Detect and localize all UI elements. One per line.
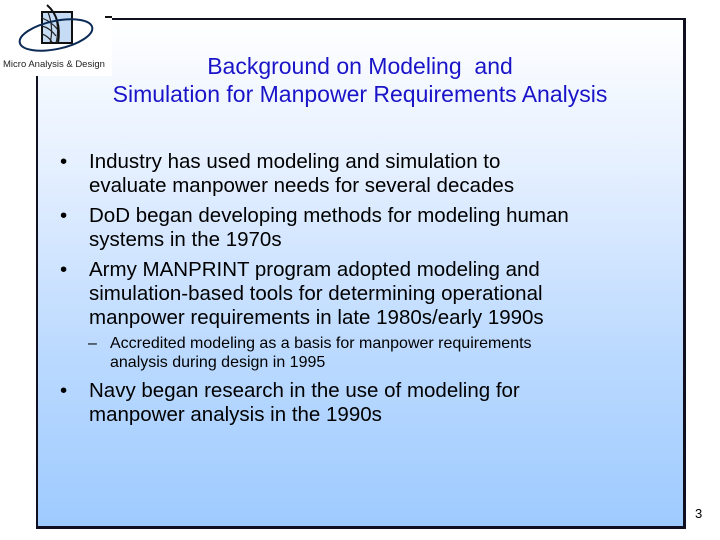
- bullet-marker: •: [60, 379, 68, 402]
- bullet-item: [60, 150, 670, 198]
- logo-text: Micro Analysis & Design: [3, 59, 105, 70]
- bullet-text: Army MANPRINT program adopted modeling and: [89, 258, 540, 281]
- bullet-text: evaluate manpower needs for several decades: [89, 174, 515, 197]
- title-line-2: Simulation for Manpower Requirements Analysis: [112, 81, 608, 107]
- bullet-item: [60, 204, 670, 252]
- bullet-item: [60, 258, 670, 330]
- bullet-item: [60, 379, 670, 427]
- bullet-text: Industry has used modeling and simulation to: [89, 150, 501, 173]
- sub-bullet-text: Accredited modeling as a basis for manpower requirements: [110, 335, 532, 352]
- bullet-list: [60, 150, 670, 433]
- sub-bullet-marker: –: [88, 335, 97, 352]
- title-line-1: Background on Modeling and: [207, 53, 513, 79]
- bullet-text: simulation-based tools for determining operational: [89, 282, 543, 305]
- sub-bullet-item: [88, 334, 670, 372]
- bullet-marker: •: [60, 258, 68, 281]
- globe-logo-icon: [0, 0, 112, 60]
- bullet-marker: •: [60, 150, 68, 173]
- bullet-text: systems in the 1970s: [89, 228, 282, 251]
- bullet-marker: •: [60, 204, 68, 227]
- bullet-text: manpower analysis in the 1990s: [89, 403, 382, 426]
- bullet-text: manpower requirements in late 1980s/early 1990s: [89, 306, 544, 329]
- page-number: 3: [695, 506, 703, 521]
- sub-bullet-text: analysis during design in 1995: [110, 354, 326, 371]
- bullet-text: DoD began developing methods for modeling human: [89, 204, 569, 227]
- slide-title: [36, 52, 684, 108]
- bullet-text: Navy began research in the use of modeling for: [89, 379, 520, 402]
